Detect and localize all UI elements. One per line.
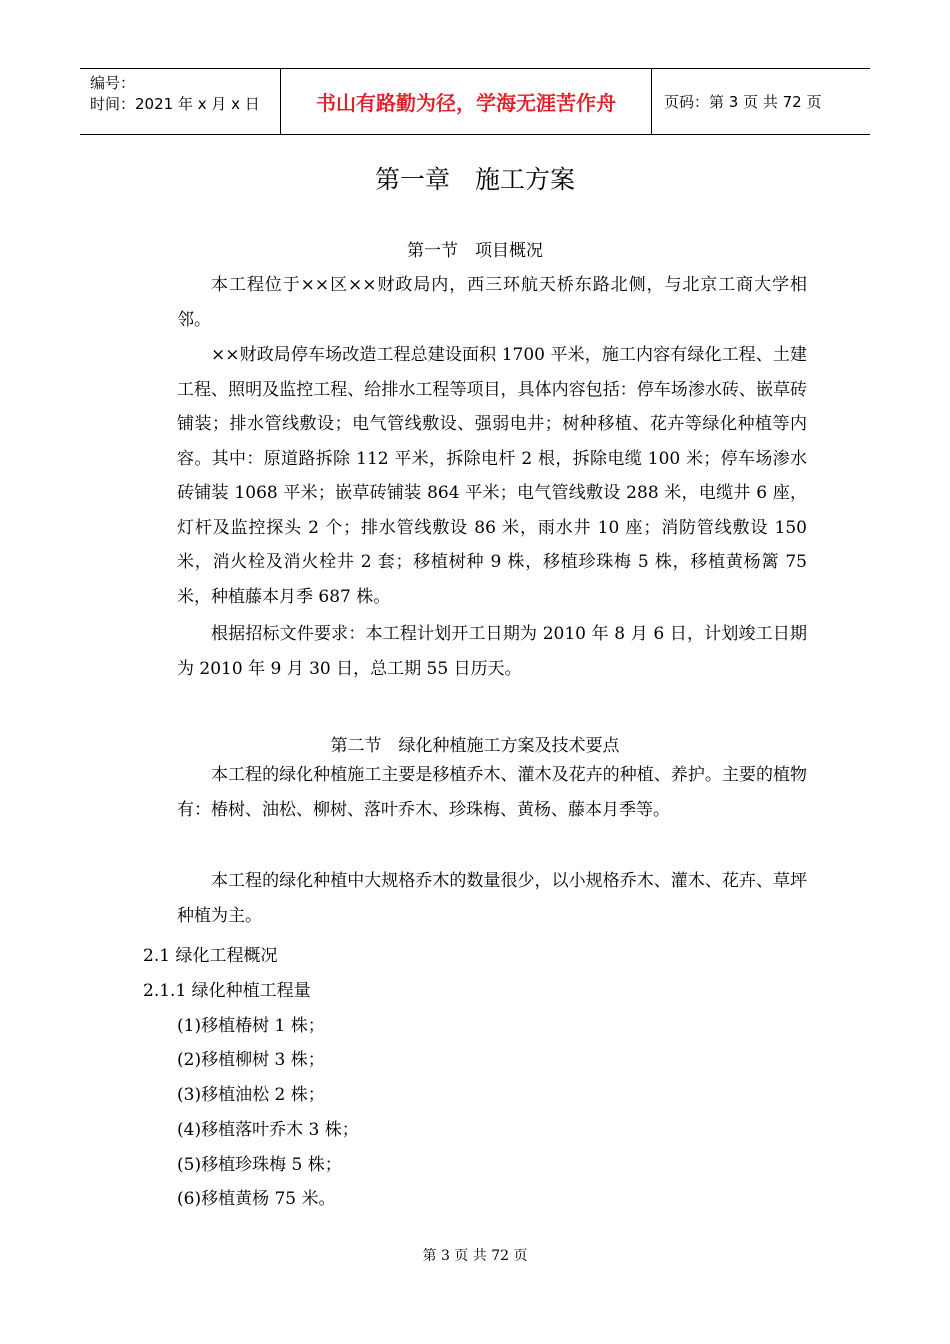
header-page-info: 页码：第 3 页 共 72 页 xyxy=(664,93,822,111)
list-item: (5)移植珍珠梅 5 株； xyxy=(177,1155,342,1175)
header-motto: 书山有路勤为径，学海无涯苦作舟 xyxy=(281,69,652,134)
page-footer: 第 3 页 共 72 页 xyxy=(422,1248,528,1264)
list-item: (1)移植椿树 1 株； xyxy=(177,1016,325,1036)
section1-title: 第一节 项目概况 xyxy=(407,241,543,261)
heading-2-1: 2.1 绿化工程概况 xyxy=(143,946,278,966)
list-item: (4)移植落叶乔木 3 株； xyxy=(177,1120,359,1140)
section2-paragraph-1: 本工程的绿化种植施工主要是移植乔木、灌木及花卉的种植、养护。主要的植物有：椿树、油松、柳树、落叶乔木、珍珠梅、黄杨、藤本月季等。 xyxy=(177,765,807,820)
section2-paragraph-2: 本工程的绿化种植中大规格乔木的数量很少，以小规格乔木、灌木、花卉、草坪种植为主。 xyxy=(177,871,807,926)
header-meta xyxy=(80,69,281,134)
list-item: (3)移植油松 2 株； xyxy=(177,1085,325,1105)
list-item: (2)移植柳树 3 株； xyxy=(177,1050,325,1070)
list-item: (6)移植黄杨 75 米。 xyxy=(177,1189,336,1209)
serial-label: 编号： xyxy=(90,74,136,92)
page-header xyxy=(80,68,870,135)
time-label: 时间：2021 年 x 月 x 日 xyxy=(90,95,260,113)
section2-title: 第二节 绿化种植施工方案及技术要点 xyxy=(330,736,620,756)
chapter-title: 第一章 施工方案 xyxy=(374,165,575,194)
heading-2-1-1: 2.1.1 绿化种植工程量 xyxy=(143,981,311,1001)
section1-paragraph-1: 本工程位于××区××财政局内，西三环航天桥东路北侧，与北京工商大学相邻。 xyxy=(177,275,807,330)
section1-paragraph-3: 根据招标文件要求：本工程计划开工日期为 2010 年 8 月 6 日，计划竣工日期为 2010 年 9 月 30 日，总工期 55 日历天。 xyxy=(177,624,807,679)
section1-paragraph-2: ××财政局停车场改造工程总建设面积 1700 平米，施工内容有绿化工程、土建工程、照明及监控工程、给排水工程等项目，具体内容包括：停车场渗水砖、嵌草砖铺装；排水管线敷设；电气管线敷设、强弱电井；树种移植、花卉等绿化种植等内容。其中：原道路拆除 112 平米，拆除电杆 2 根，拆除电缆 100 米；停车场渗水砖铺装 1068 平米；嵌草砖铺装 864 平米；电气管线敷设 288 米，电缆井 6 座，灯杆及监控探头 2 个；排水管线敷设 86 米，雨水井 10 座；消防管线敷设 150 米，消火栓及消火栓井 2 套；移植树种 9 株，移植珍珠梅 5 株，移植黄杨篱 75 米，种植藤本月季 687 株。 xyxy=(177,345,807,607)
